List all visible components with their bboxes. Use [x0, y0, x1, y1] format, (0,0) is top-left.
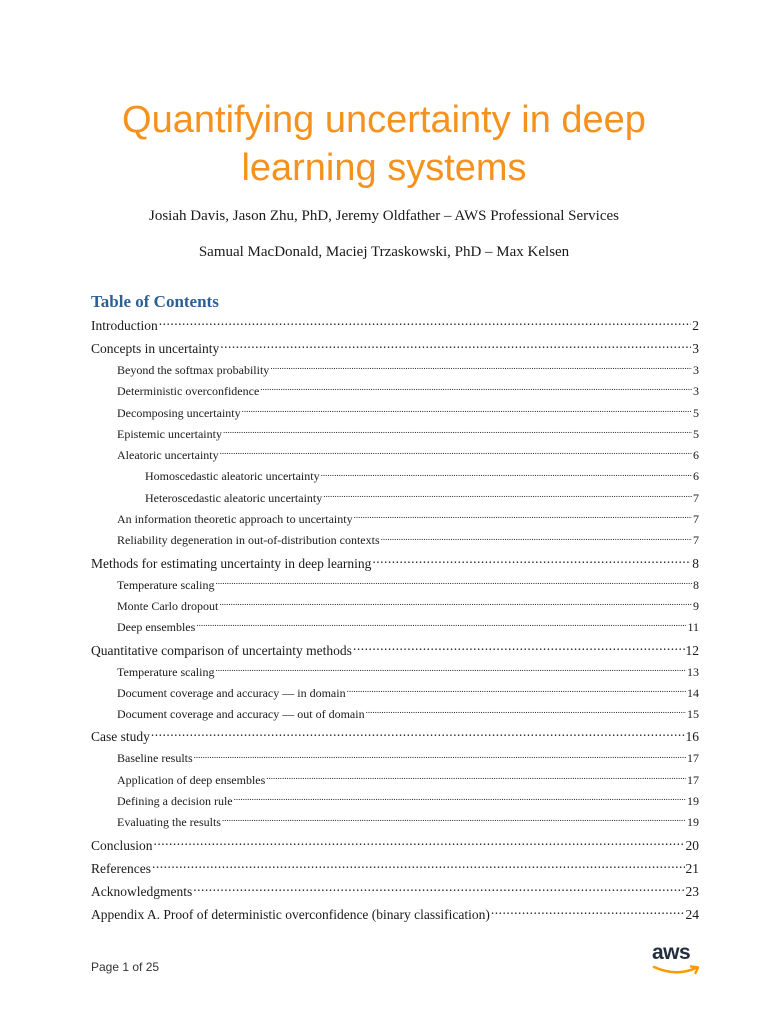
toc-entry-label: Epistemic uncertainty: [117, 426, 222, 441]
toc-entry-label: Heteroscedastic aleatoric uncertainty: [145, 490, 323, 505]
toc-entry-label: Document coverage and accuracy — in domain: [117, 685, 346, 700]
toc-entry[interactable]: [91, 575, 699, 596]
toc-entry[interactable]: [91, 337, 699, 360]
toc-entry-page: 7: [693, 512, 699, 527]
toc-entry-label: Beyond the softmax probability: [117, 363, 270, 377]
toc-dot-leader: [215, 577, 692, 589]
toc-entry-label: Application of deep ensembles: [117, 772, 266, 787]
toc-entry-page: 21: [685, 860, 699, 876]
aws-logo: [652, 942, 704, 976]
toc-entry-page: 14: [687, 685, 699, 700]
toc-entry-label: Temperature scaling: [117, 577, 215, 592]
toc-dot-leader: [159, 317, 692, 331]
toc-entry-page: 19: [687, 794, 699, 809]
toc-entry-label: Deterministic overconfidence: [117, 384, 260, 399]
toc-entry-label: Quantitative comparison of uncertainty methods: [91, 642, 352, 658]
toc-entry-label: Monte Carlo dropout: [117, 598, 219, 613]
toc-dot-leader: [196, 619, 686, 631]
toc-entry-label: Case study: [91, 729, 150, 745]
toc-dot-leader: [194, 750, 686, 762]
toc-entry-page: 7: [693, 533, 699, 548]
toc-entry-page: 3: [693, 384, 699, 399]
toc-dot-leader: [222, 814, 686, 826]
toc-entry-page: 17: [687, 772, 699, 787]
toc-entry-label: Baseline results: [117, 751, 193, 766]
toc-dot-leader: [152, 859, 685, 873]
toc-entry-page: 6: [693, 469, 699, 484]
toc-entry[interactable]: [91, 424, 699, 445]
toc-entry-label: Document coverage and accuracy — out of domain: [117, 707, 365, 722]
title-line-1: Quantifying uncertainty in deep: [122, 99, 646, 141]
toc-entry[interactable]: [91, 488, 699, 509]
toc-dot-leader: [215, 664, 686, 676]
document-title: [60, 96, 708, 192]
toc-dot-leader: [154, 836, 685, 850]
toc-entry-label: Aleatoric uncertainty: [117, 448, 219, 463]
toc-dot-leader: [223, 426, 692, 438]
toc-entry[interactable]: [91, 791, 699, 812]
toc-entry[interactable]: [91, 445, 699, 466]
toc-dot-leader: [353, 641, 685, 655]
toc-entry-page: 17: [687, 751, 699, 766]
toc-entry-page: 3: [693, 363, 699, 377]
toc-dot-leader: [323, 490, 692, 502]
toc-dot-leader: [219, 598, 692, 610]
toc-entry-page: 15: [687, 707, 699, 722]
toc-entry-page: 13: [687, 664, 699, 679]
authors-aws: Josiah Davis, Jason Zhu, PhD, Jeremy Oldfather – AWS Professional Services: [149, 208, 619, 224]
toc-entry[interactable]: [91, 812, 699, 833]
authors-max-kelsen: Samual MacDonald, Maciej Trzaskowski, PhD – Max Kelsen: [198, 244, 570, 260]
toc-entry-label: Introduction: [91, 318, 158, 333]
toc-dot-leader: [220, 447, 692, 459]
toc-heading: Table of Contents: [91, 292, 219, 311]
toc-entry[interactable]: [91, 903, 699, 926]
toc-dot-leader: [266, 772, 686, 784]
toc-entry[interactable]: [91, 360, 699, 381]
toc-entry-label: Temperature scaling: [117, 664, 215, 679]
toc-entry[interactable]: [91, 683, 699, 704]
toc-entry[interactable]: [91, 509, 699, 530]
page-number: Page 1 of 25: [91, 960, 160, 974]
toc-entry-page: 5: [693, 426, 699, 441]
toc-entry-label: Defining a decision rule: [117, 794, 233, 809]
toc-entry-page: 19: [687, 815, 699, 830]
toc-entry[interactable]: [91, 834, 699, 857]
toc-entry-label: Acknowledgments: [91, 883, 193, 899]
toc-entry-page: 2: [692, 318, 699, 333]
toc-entry-label: Reliability degeneration in out-of-distribution contexts: [117, 533, 380, 548]
toc-entry-page: 8: [692, 555, 699, 571]
toc-entry-label: Appendix A. Proof of deterministic overconfidence (binary classification): [91, 906, 490, 922]
toc-dot-leader: [354, 511, 692, 523]
aws-smile-icon: [652, 965, 704, 977]
toc-entry-page: 8: [693, 577, 699, 592]
toc-entry-page: 20: [685, 837, 699, 853]
toc-entry-page: 5: [693, 405, 699, 420]
toc-dot-leader: [491, 905, 685, 919]
toc-entry[interactable]: [91, 704, 699, 725]
toc-dot-leader: [381, 532, 692, 544]
toc-entry-page: 12: [685, 642, 699, 658]
toc-entry-label: Homoscedastic aleatoric uncertainty: [145, 469, 320, 484]
toc-entry-page: 24: [685, 906, 699, 922]
toc-entry[interactable]: [91, 617, 699, 638]
toc-entry-label: References: [91, 860, 151, 876]
toc-entry[interactable]: [91, 662, 699, 683]
toc-entry[interactable]: [91, 314, 699, 337]
toc-entry-page: 11: [687, 620, 699, 635]
toc-dot-leader: [151, 728, 685, 742]
toc-entry[interactable]: [91, 552, 699, 575]
toc-entry-label: An information theoretic approach to uncertainty: [117, 512, 353, 527]
toc-entry-label: Conclusion: [91, 837, 153, 853]
toc-dot-leader: [321, 468, 692, 480]
toc-dot-leader: [347, 685, 686, 697]
toc-dot-leader: [242, 405, 692, 417]
toc-dot-leader: [260, 383, 692, 395]
toc-entry[interactable]: [91, 725, 699, 748]
title-line-2: learning systems: [241, 147, 527, 189]
toc-entry-page: 23: [685, 883, 699, 899]
toc-dot-leader: [193, 882, 684, 896]
toc-entry[interactable]: [91, 857, 699, 880]
toc-entry[interactable]: [91, 466, 699, 487]
toc-entry-label: Concepts in uncertainty: [91, 341, 220, 356]
toc-entry-label: Decomposing uncertainty: [117, 405, 241, 420]
aws-logo-text: aws: [652, 941, 691, 964]
table-of-contents: [91, 314, 699, 926]
toc-entry[interactable]: [91, 530, 699, 551]
toc-dot-leader: [366, 706, 686, 718]
toc-entry[interactable]: [91, 381, 699, 402]
toc-entry-page: 7: [693, 490, 699, 505]
toc-entry-page: 6: [693, 448, 699, 463]
toc-entry[interactable]: [91, 770, 699, 791]
toc-dot-leader: [372, 554, 691, 568]
toc-entry[interactable]: [91, 880, 699, 903]
toc-entry-label: Deep ensembles: [117, 620, 196, 635]
toc-entry[interactable]: [91, 596, 699, 617]
toc-entry-page: 9: [693, 598, 699, 613]
toc-entry[interactable]: [91, 748, 699, 769]
toc-entry-page: 3: [692, 341, 699, 356]
toc-entry-label: Methods for estimating uncertainty in deep learning: [91, 555, 372, 571]
toc-dot-leader: [234, 793, 686, 805]
toc-dot-leader: [270, 362, 692, 374]
toc-dot-leader: [220, 340, 691, 354]
toc-entry-page: 16: [685, 729, 699, 745]
toc-entry-label: Evaluating the results: [117, 815, 221, 830]
toc-entry[interactable]: [91, 639, 699, 662]
toc-entry[interactable]: [91, 403, 699, 424]
